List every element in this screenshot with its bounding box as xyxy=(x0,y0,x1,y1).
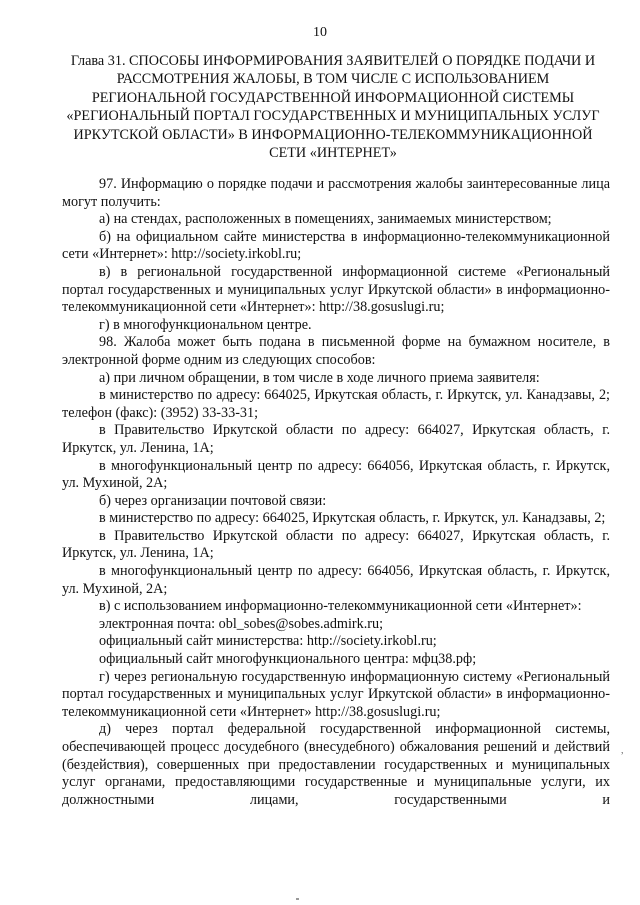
address-government-post: в Правительство Иркутской области по адресу: 664027, Иркутская область, г. Иркутск, ул. Ленина, 1А; xyxy=(62,527,610,562)
page-number: 10 xyxy=(313,25,327,40)
list-item-97b: б) на официальном сайте министерства в информационно-телекоммуникационной сети «Интернет»: http://society.irkobl.ru; xyxy=(62,228,610,263)
email-line: электронная почта: obl_sobes@sobes.admirk.ru; xyxy=(99,615,384,632)
margin-mark: , xyxy=(621,745,624,756)
address-ministry-post: в министерство по адресу: 664025, Иркутская область, г. Иркутск, ул. Канадзавы, 2; xyxy=(99,510,606,527)
paragraph-98: 98. Жалоба может быть подана в письменной форме на бумажном носителе, в электронной форме одним из следующих способов: xyxy=(62,334,610,368)
scan-speck xyxy=(296,898,299,900)
ministry-site-line: официальный сайт министерства: http://society.irkobl.ru; xyxy=(99,633,437,650)
document-body xyxy=(62,176,610,809)
mfc-site-line: официальный сайт многофункционального центра: мфц38.рф; xyxy=(99,651,477,668)
list-item-98d: г) через региональную государственную информационную систему «Региональный портал государственных и муниципальных услуг Иркутской области» в информационно-телекоммуникационной сети «Интернет» http://38.gosuslugi.ru; xyxy=(62,668,610,720)
address-government-in-person: в Правительство Иркутской области по адресу: 664027, Иркутская область, г. Иркутск, ул. Ленина, 1А; xyxy=(62,422,610,456)
address-mfc-in-person: в многофункциональный центр по адресу: 664056, Иркутская область, г. Иркутск, ул. Мухиной, 2А; xyxy=(62,457,610,492)
list-item-98a: а) при личном обращении, в том числе в ходе личного приема заявителя: xyxy=(99,369,540,386)
list-item-97c: в) в региональной государственной информационной системе «Региональный портал государственных и муниципальных услуг Иркутской области» в информационно-телекоммуникационной сети «Интернет»: http://38.gosuslugi.ru; xyxy=(62,263,610,316)
list-item-98c: в) с использованием информационно-телекоммуникационной сети «Интернет»: xyxy=(99,598,582,615)
list-item-98b: б) через организации почтовой связи: xyxy=(99,492,327,509)
address-mfc-post: в многофункциональный центр по адресу: 664056, Иркутская область, г. Иркутск, ул. Мухиной, 2А; xyxy=(62,563,610,597)
list-item-98e: д) через портал федеральной государственной информационной системы, обеспечивающей процесс досудебного (внесудебного) обжалования решений и действий (бездействия), совершенных при предоставлении государственных и муниципальных услуг органами, предоставляющими государственные и муниципальные услуги, их должностными лицами, государственными и xyxy=(62,721,610,808)
list-item-97d: г) в многофункциональном центре. xyxy=(99,316,312,333)
address-ministry-in-person: в министерство по адресу: 664025, Иркутская область, г. Иркутск, ул. Канадзавы, 2; телефон (факс): (3952) 33-33-31; xyxy=(62,387,610,421)
chapter-heading: Глава 31. СПОСОБЫ ИНФОРМИРОВАНИЯ ЗАЯВИТЕЛЕЙ О ПОРЯДКЕ ПОДАЧИ И РАССМОТРЕНИЯ ЖАЛОБЫ, В ТОМ ЧИСЛЕ С ИСПОЛЬЗОВАНИЕМ РЕГИОНАЛЬНОЙ ГОСУДАРСТВЕННОЙ ИНФОРМАЦИОННОЙ СИСТЕМЫ «РЕГИОНАЛЬНЫЙ ПОРТАЛ ГОСУДАРСТВЕННЫХ И МУНИЦИПАЛЬНЫХ УСЛУГ ИРКУТСКОЙ ОБЛАСТИ» В ИНФОРМАЦИОННО-ТЕЛЕКОММУНИКАЦИОННОЙ СЕТИ «ИНТЕРНЕТ» xyxy=(66,53,600,162)
list-item-97a: а) на стендах, расположенных в помещениях, занимаемых министерством; xyxy=(99,211,552,228)
paragraph-97: 97. Информацию о порядке подачи и рассмотрения жалобы заинтересованные лица могут получить: xyxy=(62,176,610,210)
